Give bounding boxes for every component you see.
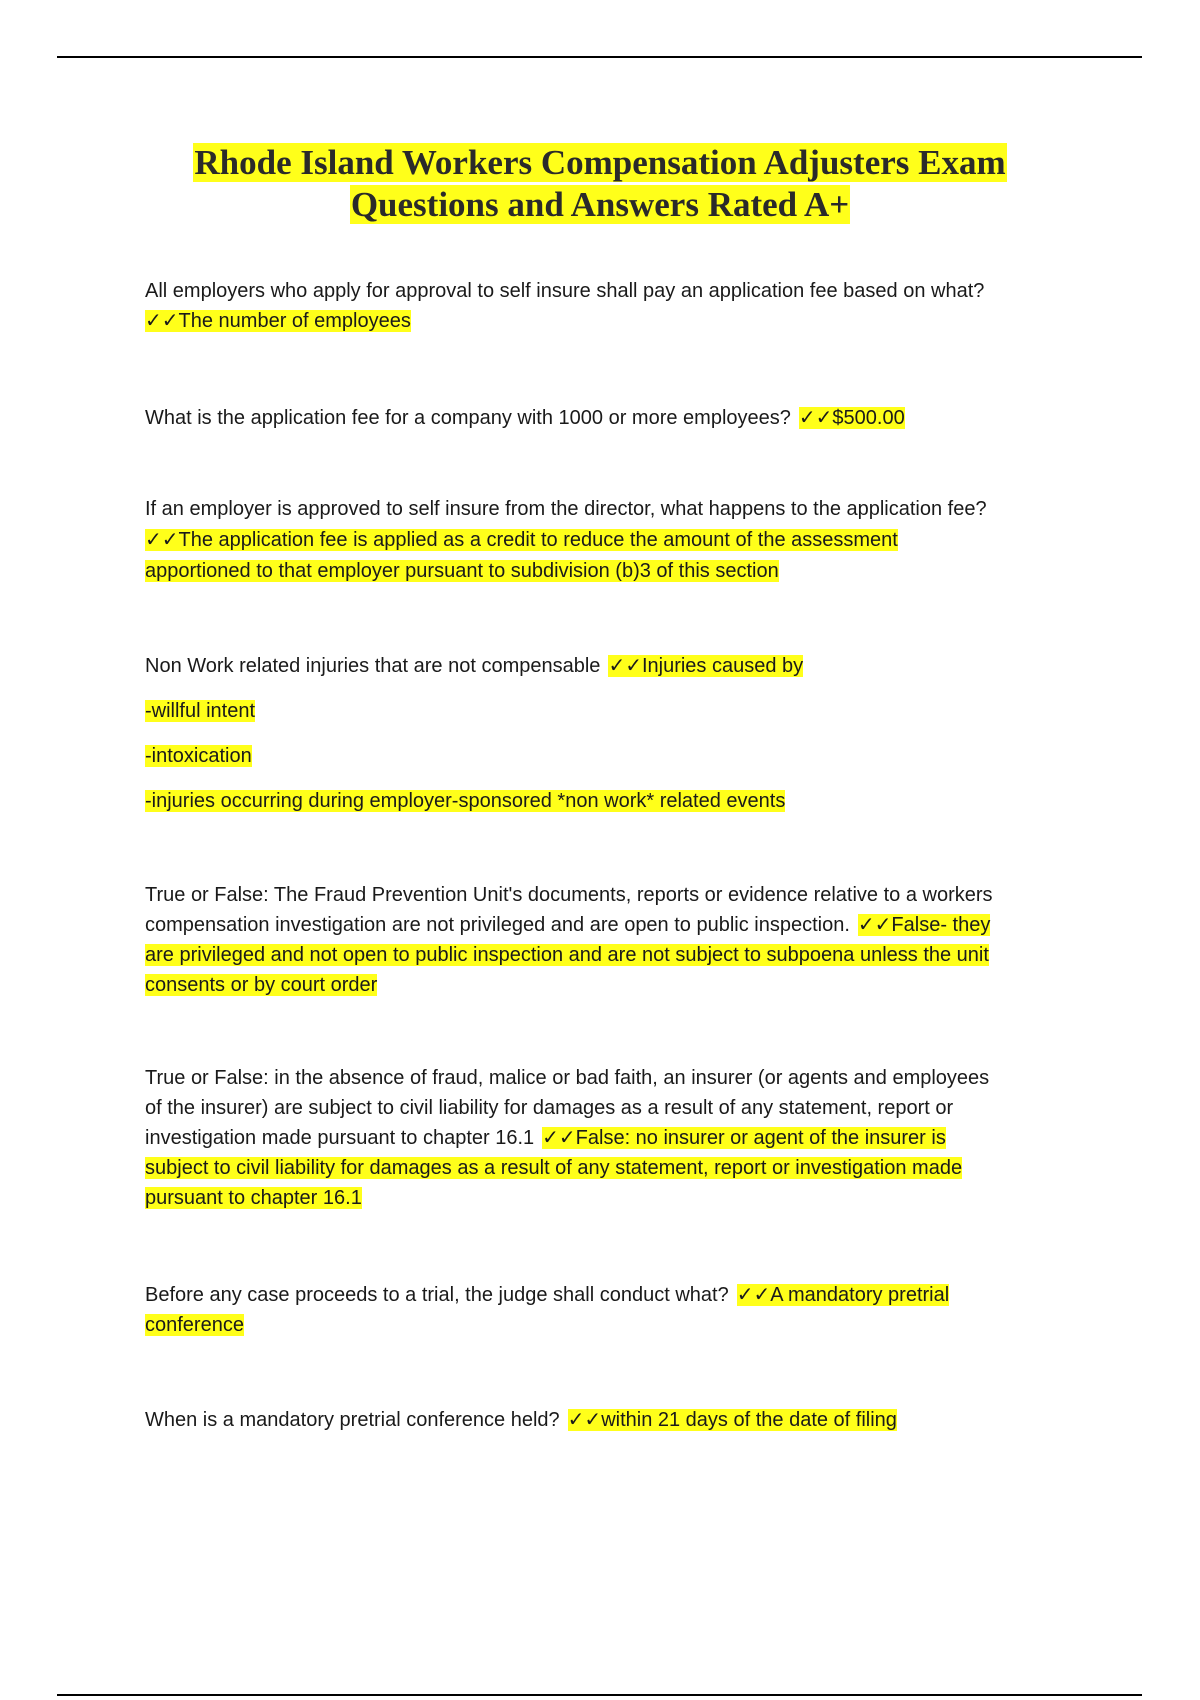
answer-bullet: -injuries occurring during employer-sponsored *non work* related events xyxy=(145,790,786,812)
answer-text-line-3: pursuant to chapter 16.1 xyxy=(145,1187,362,1209)
question-text-line-2: of the insurer) are subject to civil liability for damages as a result of any statement, report or xyxy=(145,1097,954,1119)
title-line-2: Questions and Answers Rated A+ xyxy=(350,185,850,224)
question-text-line-2: compensation investigation are not privileged and are open to public inspection. xyxy=(145,914,850,936)
footer-rule xyxy=(57,1694,1142,1696)
answer-text: ✓✓The number of employees xyxy=(145,310,411,332)
question-text-line-1: True or False: in the absence of fraud, malice or bad faith, an insurer (or agents and employees xyxy=(145,1067,990,1089)
title-line-1: Rhode Island Workers Compensation Adjusters Exam xyxy=(194,143,1006,182)
question-text: If an employer is approved to self insure from the director, what happens to the application fee? xyxy=(145,498,987,520)
question-text: All employers who apply for approval to self insure shall pay an application fee based on what? xyxy=(145,280,985,302)
document-title xyxy=(100,142,1100,226)
answer-text-line-1: ✓✓The application fee is applied as a credit to reduce the amount of the assessment xyxy=(145,529,898,551)
answer-text-line-1: ✓✓A mandatory pretrial xyxy=(736,1284,950,1306)
question-text: Non Work related injuries that are not compensable xyxy=(145,655,601,677)
answer-bullet: -willful intent xyxy=(145,700,256,722)
qa-item-2 xyxy=(145,403,1090,433)
question-text: What is the application fee for a company with 1000 or more employees? xyxy=(145,407,791,429)
qa-item-3 xyxy=(145,494,1090,587)
qa-item-1 xyxy=(145,276,1090,336)
answer-text-line-2: are privileged and not open to public inspection and are not subject to subpoena unless the unit xyxy=(145,944,989,966)
answer-text-line-1: ✓✓False- they xyxy=(857,914,991,936)
answer-text-line-2: subject to civil liability for damages as a result of any statement, report or investigation made xyxy=(145,1157,963,1179)
qa-item-8 xyxy=(145,1405,1090,1435)
qa-item-5 xyxy=(145,880,1090,1000)
qa-item-4 xyxy=(145,651,1090,816)
question-text: When is a mandatory pretrial conference held? xyxy=(145,1409,560,1431)
answer-text: ✓✓within 21 days of the date of filing xyxy=(567,1409,897,1431)
header-rule xyxy=(57,56,1142,58)
answer-text-line-1: ✓✓False: no insurer or agent of the insurer is xyxy=(542,1127,946,1149)
answer-text-line-2: apportioned to that employer pursuant to subdivision (b)3 of this section xyxy=(145,560,779,582)
question-text: Before any case proceeds to a trial, the judge shall conduct what? xyxy=(145,1284,729,1306)
answer-text-line-3: consents or by court order xyxy=(145,974,378,996)
qa-item-6 xyxy=(145,1063,1090,1213)
question-text-line-3: investigation made pursuant to chapter 16.1 xyxy=(145,1127,535,1149)
answer-text: ✓✓$500.00 xyxy=(798,407,905,429)
answer-bullet: -intoxication xyxy=(145,745,252,767)
answer-text-line-2: conference xyxy=(145,1314,244,1336)
answer-text: ✓✓Injuries caused by xyxy=(608,655,804,677)
qa-item-7 xyxy=(145,1280,1090,1340)
question-text-line-1: True or False: The Fraud Prevention Unit's documents, reports or evidence relative to a workers xyxy=(145,884,993,906)
